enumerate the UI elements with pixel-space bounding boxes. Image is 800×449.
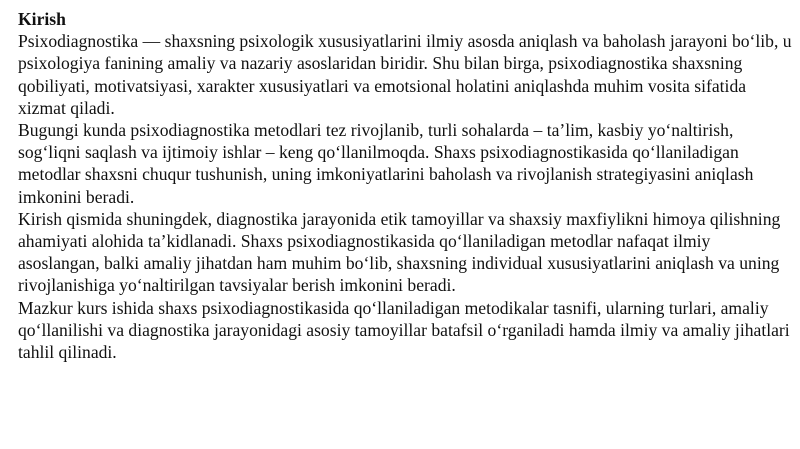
- paragraph-2: Bugungi kunda psixodiagnostika metodlari tez rivojlanib, turli sohalarda – ta’lim, kasbiy yo‘naltirish, sog‘liqni saqlash va ijtimoiy ishlar – keng qo‘llanilmoqda. Shaxs psixodiagnostikasida qo‘llaniladigan metodlar shaxsni chuqur tushunish, uning imkoniyatlarini baholash va rivojlanish strategiyasini aniqlash imkonini beradi.: [18, 120, 754, 207]
- paragraph-4: Mazkur kurs ishida shaxs psixodiagnostikasida qo‘llaniladigan metodikalar tasnifi, ularning turlari, amaliy qo‘llanilishi va diagnostika jarayonidagi asosiy tamoyillar batafsil o‘rganiladi hamda ilmiy va amaliy jihatlari tahlil qilinadi.: [18, 297, 790, 363]
- paragraph-1: Psixodiagnostika — shaxsning psixologik xususiyatlarini ilmiy asosda aniqlash va baholash jarayoni bo‘lib, u psixologiya fanining amaliy va nazariy asoslaridan biridir. Shu bilan birga, psixodiagnostika shaxsning qobiliyati, motivatsiyasi, xarakter xususiyatlari va emotsional holatini aniqlashda muhim vosita sifatida xizmat qiladi.: [18, 31, 792, 118]
- section-heading: Kirish: [18, 9, 66, 29]
- document-body: [18, 8, 793, 363]
- paragraph-3: Kirish qismida shuningdek, diagnostika jarayonida etik tamoyillar va shaxsiy maxfiylikni himoya qilishning ahamiyati alohida ta’kidlanadi. Shaxs psixodiagnostikasida qo‘llaniladigan metodlar nafaqat ilmiy asoslangan, balki amaliy jihatdan ham muhim bo‘lib, shaxsning individual xususiyatlarini aniqlash va uning rivojlanishiga yo‘naltirilgan tavsiyalar berish imkonini beradi.: [18, 208, 781, 296]
